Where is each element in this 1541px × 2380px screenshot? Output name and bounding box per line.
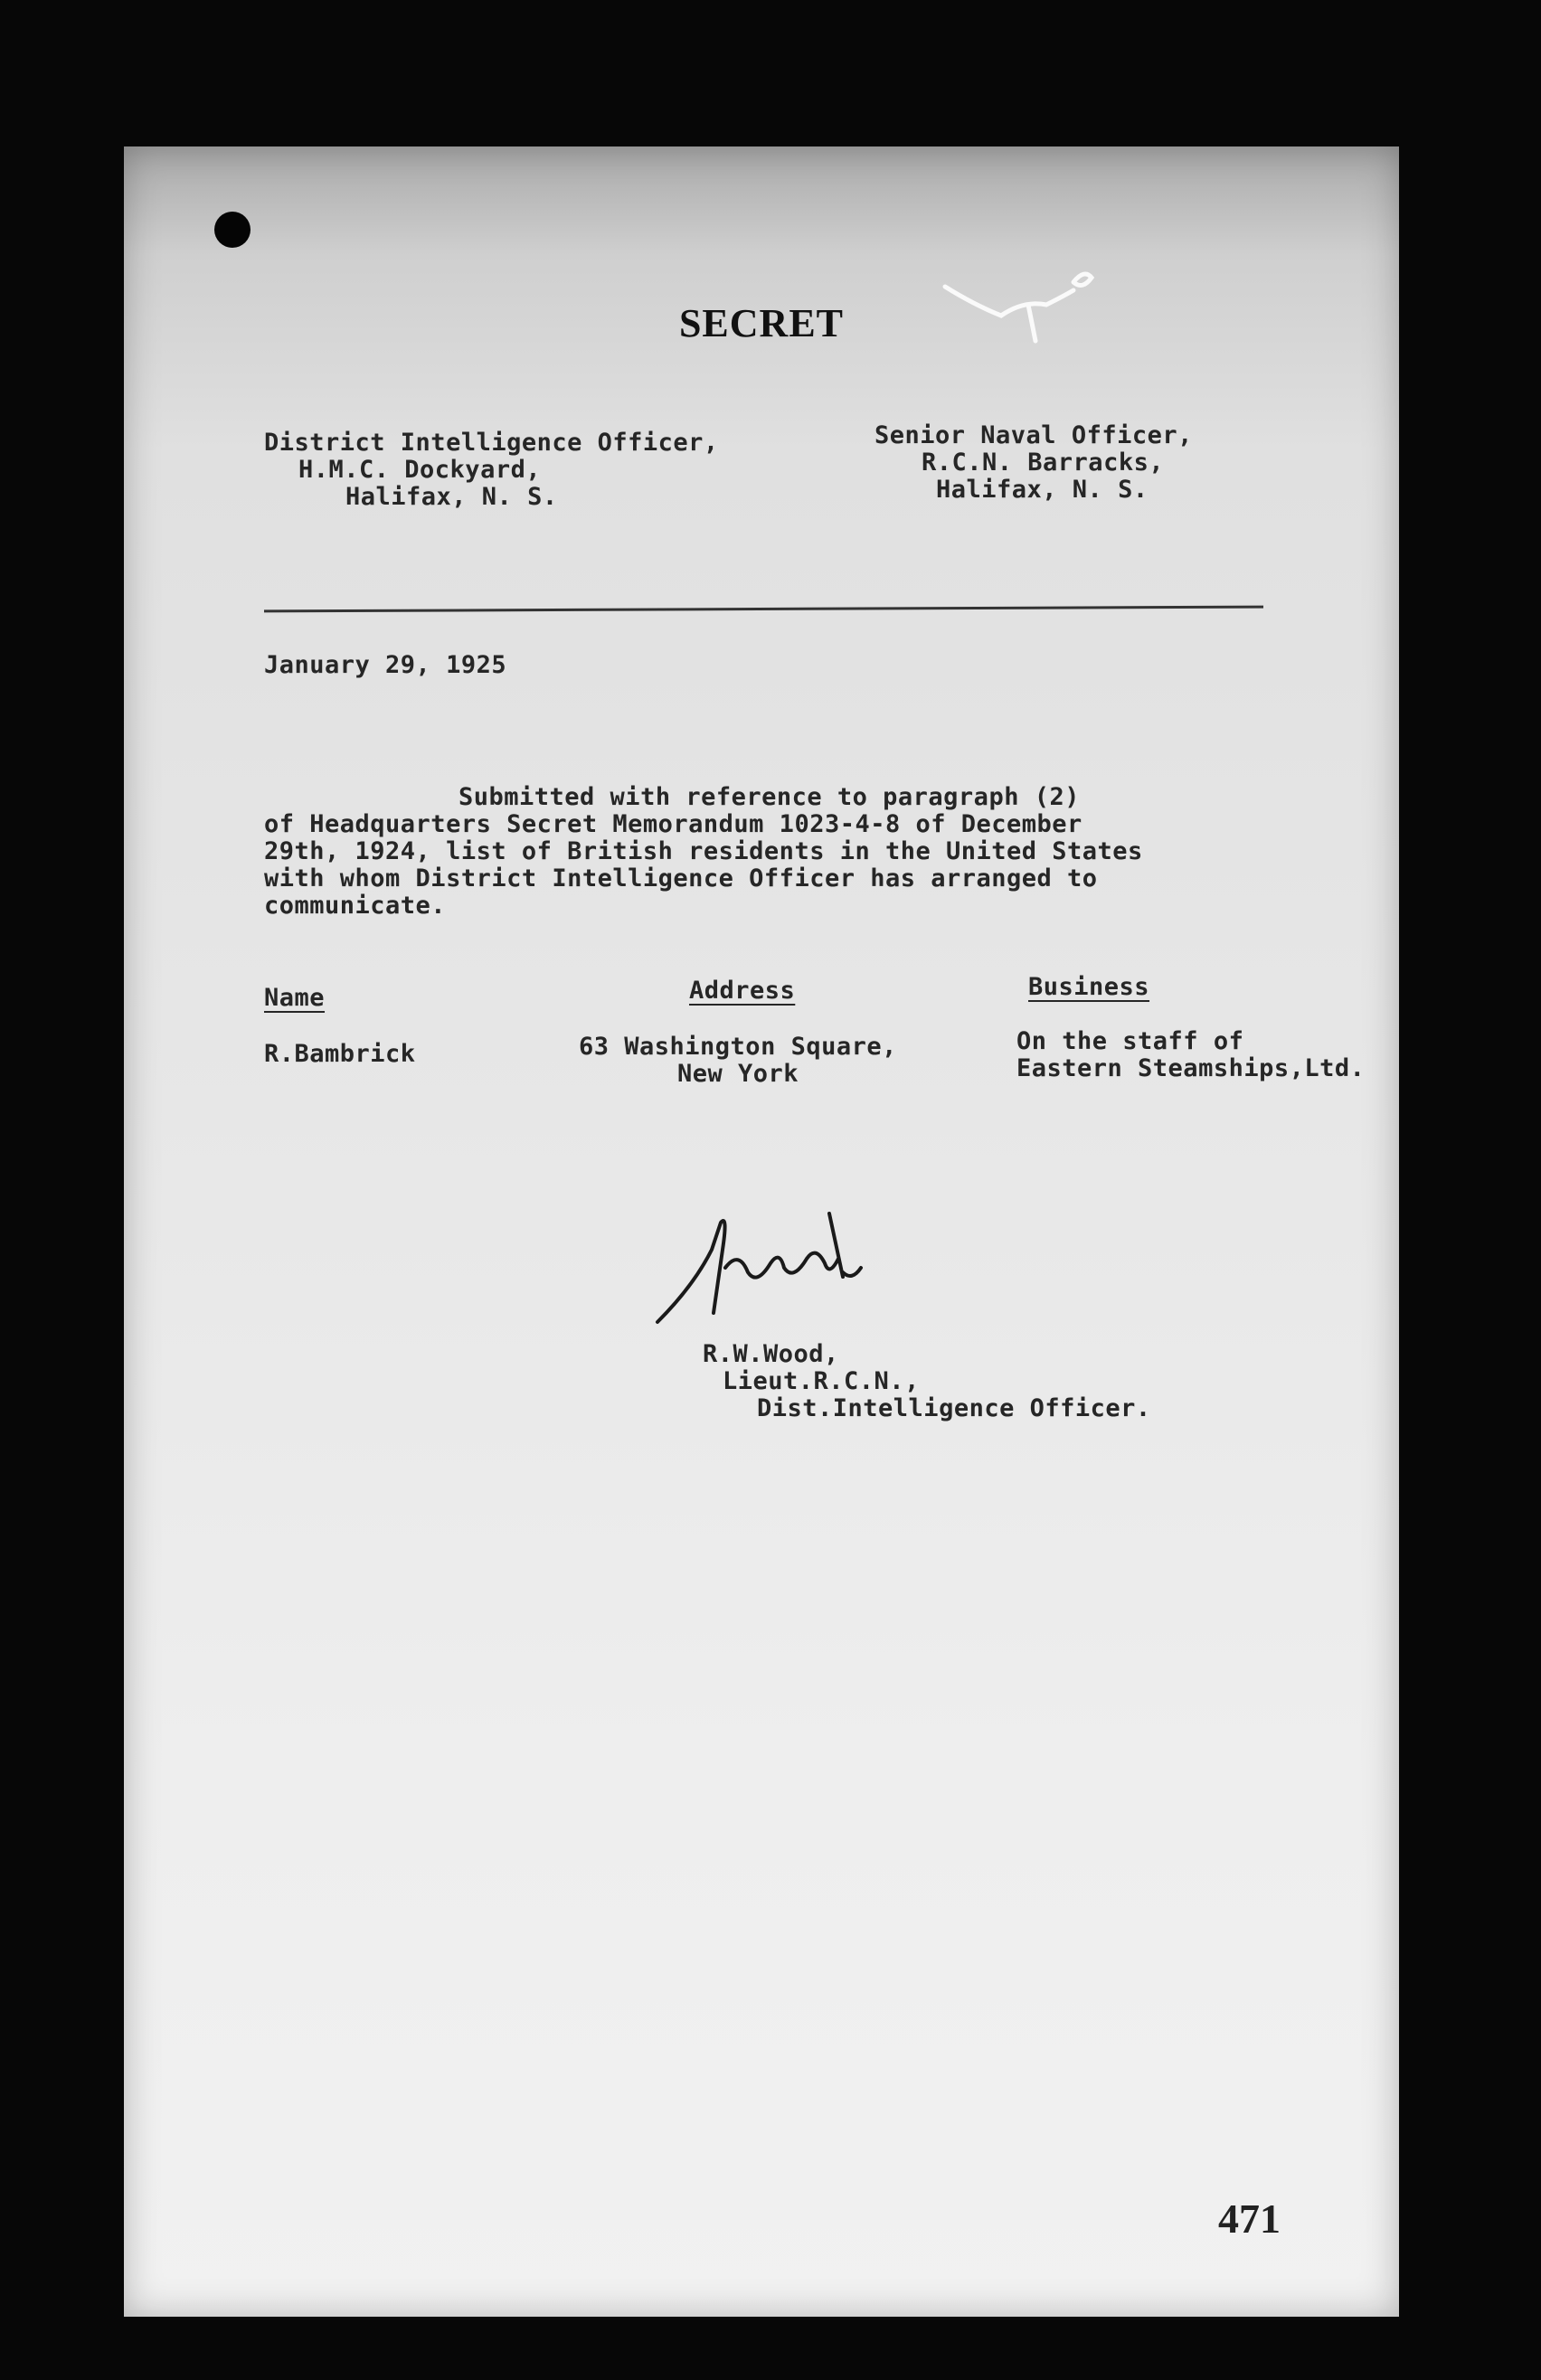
signature-line-1: R.W.Wood, bbox=[703, 1340, 839, 1368]
to-line-2: R.C.N. Barracks, bbox=[922, 449, 1165, 477]
row-business-line-2: Eastern Steamships,Ltd. bbox=[1016, 1054, 1366, 1082]
body-line-1: Submitted with reference to paragraph (2) bbox=[459, 783, 1080, 811]
document-page bbox=[124, 146, 1399, 2317]
document-date: January 29, 1925 bbox=[264, 651, 507, 679]
divider-rule bbox=[264, 606, 1263, 613]
classification-heading: SECRET bbox=[678, 301, 845, 345]
punch-hole bbox=[214, 212, 251, 248]
signature-line-3: Dist.Intelligence Officer. bbox=[757, 1394, 1151, 1422]
header-address: Address bbox=[689, 977, 796, 1005]
body-line-5: communicate. bbox=[264, 892, 447, 920]
from-line-1: District Intelligence Officer, bbox=[264, 429, 719, 457]
to-line-3: Halifax, N. S. bbox=[936, 476, 1149, 504]
handwritten-signature bbox=[648, 1195, 884, 1331]
row-name: R.Bambrick bbox=[264, 1040, 416, 1068]
body-line-4: with whom District Intelligence Officer has arranged to bbox=[264, 864, 1098, 892]
header-business: Business bbox=[1028, 973, 1150, 1001]
from-line-3: Halifax, N. S. bbox=[345, 483, 558, 511]
to-line-1: Senior Naval Officer, bbox=[874, 421, 1193, 449]
signature-line-2: Lieut.R.C.N., bbox=[723, 1367, 920, 1395]
body-line-2: of Headquarters Secret Memorandum 1023-4-8 of December bbox=[264, 810, 1082, 838]
header-name: Name bbox=[264, 984, 326, 1012]
page-number: 471 bbox=[1218, 2196, 1281, 2242]
row-address-line-2: New York bbox=[677, 1060, 799, 1088]
from-line-2: H.M.C. Dockyard, bbox=[298, 456, 542, 484]
body-line-3: 29th, 1924, list of British residents in the United States bbox=[264, 837, 1143, 865]
row-address-line-1: 63 Washington Square, bbox=[579, 1033, 897, 1061]
row-business-line-1: On the staff of bbox=[1016, 1027, 1244, 1055]
